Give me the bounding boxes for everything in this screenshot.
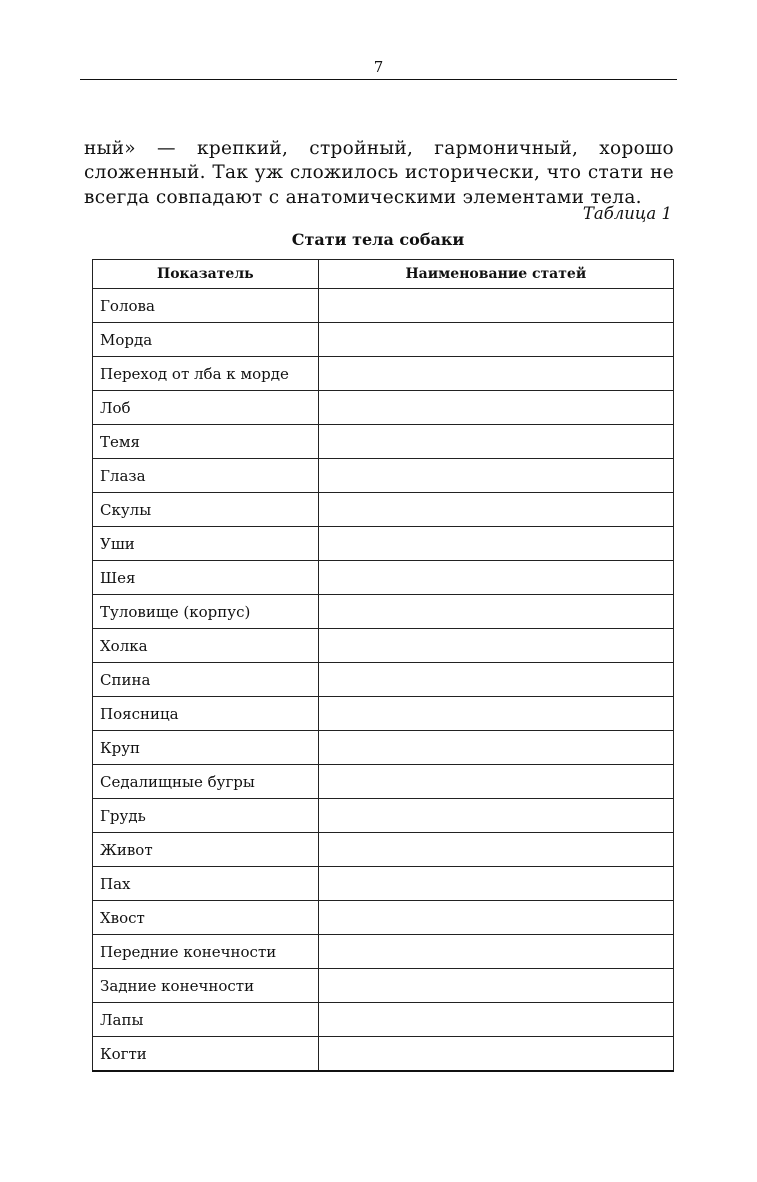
row-stat-name-cell — [318, 425, 673, 459]
row-indicator: Поясница — [93, 697, 319, 731]
table-row — [93, 425, 674, 459]
table-row — [93, 323, 674, 357]
row-stat-name-cell — [318, 833, 673, 867]
row-indicator: Туловище (корпус) — [93, 595, 319, 629]
row-stat-name-cell — [318, 629, 673, 663]
table-row — [93, 731, 674, 765]
row-stat-name-cell — [318, 731, 673, 765]
row-stat-name-cell — [318, 595, 673, 629]
table-row — [93, 527, 674, 561]
row-indicator: Лоб — [93, 391, 319, 425]
row-stat-name-cell — [318, 357, 673, 391]
table-row — [93, 561, 674, 595]
row-indicator: Лапы — [93, 1003, 319, 1037]
row-indicator: Когти — [93, 1037, 319, 1072]
row-indicator: Уши — [93, 527, 319, 561]
row-indicator: Хвост — [93, 901, 319, 935]
table-row — [93, 765, 674, 799]
header-rule — [80, 79, 677, 80]
table-row — [93, 391, 674, 425]
row-indicator: Спина — [93, 663, 319, 697]
row-indicator: Передние конечности — [93, 935, 319, 969]
row-stat-name-cell — [318, 799, 673, 833]
table-label: Таблица 1 — [582, 204, 672, 223]
table-row — [93, 1037, 674, 1072]
table-row — [93, 289, 674, 323]
row-indicator: Переход от лба к морде — [93, 357, 319, 391]
row-stat-name-cell — [318, 289, 673, 323]
table-row — [93, 969, 674, 1003]
row-indicator: Шея — [93, 561, 319, 595]
page-number: 7 — [373, 58, 384, 76]
row-stat-name-cell — [318, 459, 673, 493]
row-indicator: Морда — [93, 323, 319, 357]
row-indicator: Темя — [93, 425, 319, 459]
table-row — [93, 663, 674, 697]
table-title: Стати тела собаки — [291, 230, 465, 249]
table-row — [93, 629, 674, 663]
row-stat-name-cell — [318, 935, 673, 969]
row-indicator: Задние конечности — [93, 969, 319, 1003]
table-row — [93, 867, 674, 901]
table-header-row — [93, 260, 674, 289]
row-stat-name-cell — [318, 867, 673, 901]
row-indicator: Глаза — [93, 459, 319, 493]
table-row — [93, 357, 674, 391]
row-stat-name-cell — [318, 391, 673, 425]
row-indicator: Живот — [93, 833, 319, 867]
row-indicator: Круп — [93, 731, 319, 765]
row-indicator: Пах — [93, 867, 319, 901]
row-stat-name-cell — [318, 697, 673, 731]
row-stat-name-cell — [318, 1003, 673, 1037]
row-indicator: Седалищные бугры — [93, 765, 319, 799]
column-header-stat-names: Наименование статей — [318, 260, 673, 289]
table-row — [93, 1003, 674, 1037]
table-row — [93, 697, 674, 731]
stats-table — [92, 259, 674, 1072]
table-row — [93, 935, 674, 969]
table-row — [93, 595, 674, 629]
row-stat-name-cell — [318, 765, 673, 799]
row-indicator: Грудь — [93, 799, 319, 833]
table-row — [93, 833, 674, 867]
column-header-indicator: Показатель — [93, 260, 319, 289]
row-stat-name-cell — [318, 527, 673, 561]
row-stat-name-cell — [318, 493, 673, 527]
row-indicator: Скулы — [93, 493, 319, 527]
table-row — [93, 459, 674, 493]
table-row — [93, 493, 674, 527]
table-row — [93, 901, 674, 935]
row-stat-name-cell — [318, 1037, 673, 1072]
row-indicator: Голова — [93, 289, 319, 323]
row-stat-name-cell — [318, 323, 673, 357]
table-row — [93, 799, 674, 833]
row-stat-name-cell — [318, 969, 673, 1003]
row-stat-name-cell — [318, 901, 673, 935]
row-indicator: Холка — [93, 629, 319, 663]
row-stat-name-cell — [318, 561, 673, 595]
row-stat-name-cell — [318, 663, 673, 697]
body-paragraph: ный» — крепкий, стройный, гармоничный, хорошо сложенный. Так уж сложилось исторически, что стати не всегда совпадают с анатомическими элементами тела. — [84, 137, 674, 208]
